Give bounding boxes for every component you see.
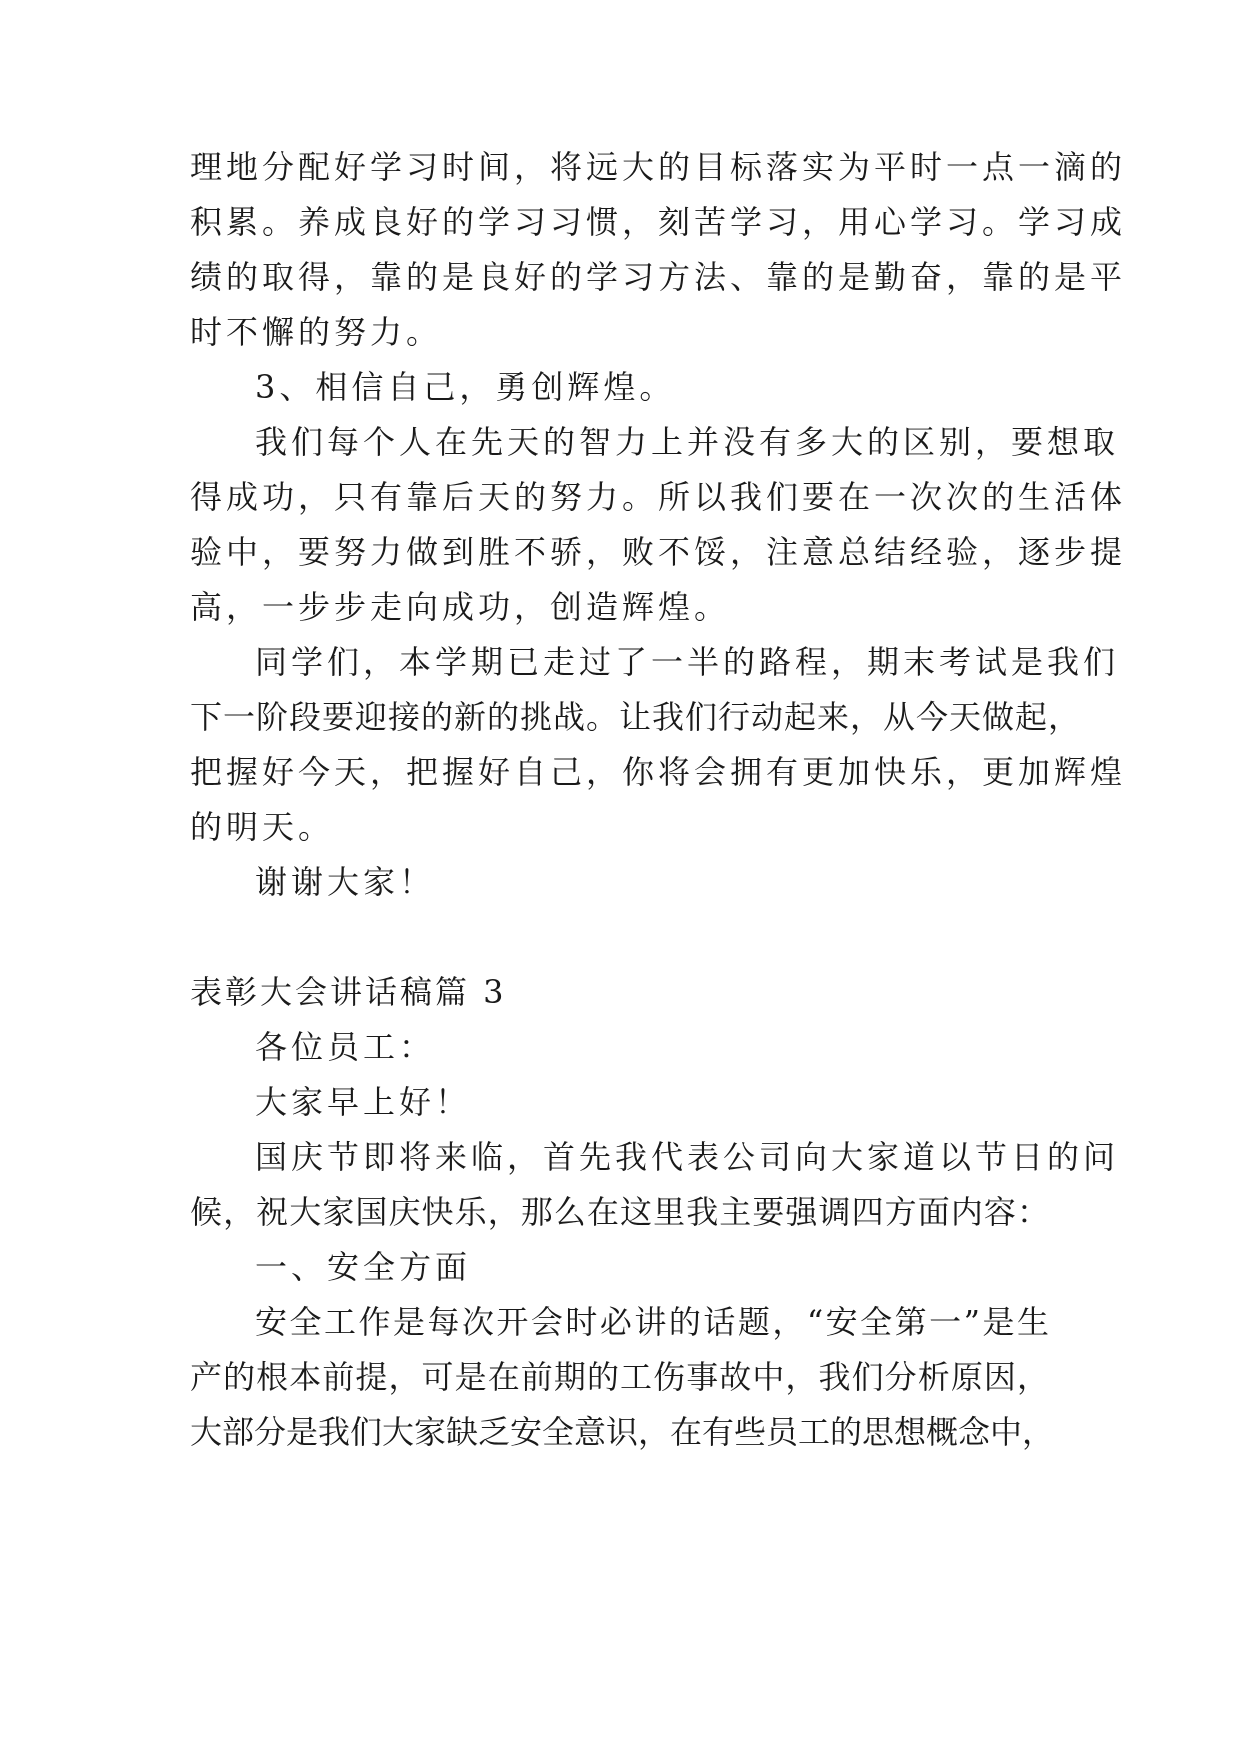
text-line: 的明天。 — [190, 808, 335, 846]
text-line: 下一阶段要迎接的新的挑战。让我们行动起来，从今天做起， — [190, 698, 1082, 736]
greeting: 大家早上好！ — [255, 1083, 472, 1121]
text-line: 安全工作是每次开会时必讲的话题，“安全第一”是生 — [255, 1303, 1050, 1341]
text-line: 时不懈的努力。 — [190, 313, 443, 351]
text-line: 我们每个人在先天的智力上并没有多大的区别，要想取 — [255, 423, 1120, 461]
closing-text: 谢谢大家！ — [255, 863, 436, 901]
text-line: 国庆节即将来临，首先我代表公司向大家道以节日的问 — [255, 1138, 1120, 1176]
text-line: 候，祝大家国庆快乐，那么在这里我主要强调四方面内容： — [190, 1193, 1050, 1231]
text-line: 高，一步步走向成功，创造辉煌。 — [190, 588, 731, 626]
text-line: 同学们，本学期已走过了一半的路程，期末考试是我们 — [255, 643, 1120, 681]
subsection-heading: 一、安全方面 — [255, 1248, 472, 1286]
text-line: 3、相信自己，勇创辉煌。 — [255, 368, 676, 406]
text-line: 大部分是我们大家缺乏安全意识，在有些员工的思想概念中， — [190, 1413, 1055, 1451]
text-line: 理地分配好学习时间，将远大的目标落实为平时一点一滴的 — [190, 148, 1127, 186]
section-heading: 表彰大会讲话稿篇 3 — [190, 973, 507, 1011]
text-line: 绩的取得，靠的是良好的学习方法、靠的是勤奋，靠的是平 — [190, 258, 1127, 296]
text-line: 验中，要努力做到胜不骄，败不馁，注意总结经验，逐步提 — [190, 533, 1127, 571]
text-line: 积累。养成良好的学习习惯，刻苦学习，用心学习。学习成 — [190, 203, 1127, 241]
text-line: 产的根本前提，可是在前期的工伤事故中，我们分析原因， — [190, 1358, 1050, 1396]
text-line: 把握好今天，把握好自己，你将会拥有更加快乐，更加辉煌 — [190, 753, 1127, 791]
text-line: 得成功，只有靠后天的努力。所以我们要在一次次的生活体 — [190, 478, 1127, 516]
salutation: 各位员工： — [255, 1028, 436, 1066]
